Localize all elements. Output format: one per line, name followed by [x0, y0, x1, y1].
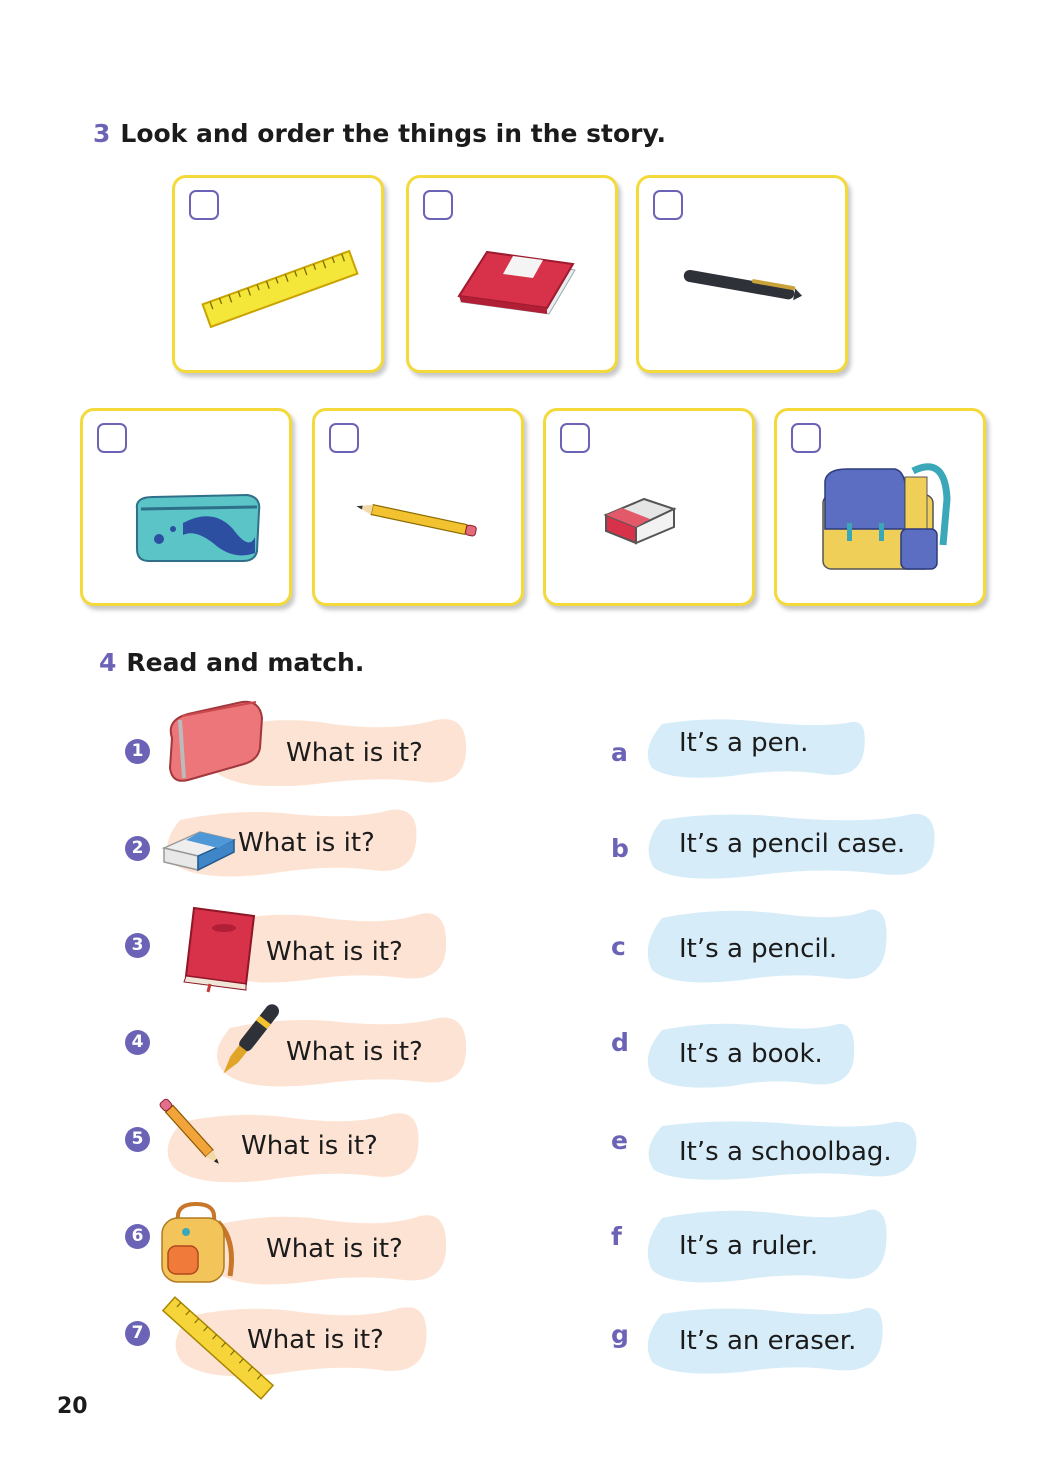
answer-letter-g: g — [611, 1320, 629, 1349]
answer-letter-c: c — [611, 932, 626, 961]
ruler-icon — [162, 1296, 274, 1400]
pencil-icon — [315, 411, 521, 603]
question-text-7: What is it? — [247, 1325, 384, 1355]
book-icon — [180, 904, 260, 994]
book-icon — [409, 178, 615, 370]
answer-letter-a: a — [611, 738, 628, 767]
answer-text-b: It’s a pencil case. — [679, 829, 906, 859]
question-text-6: What is it? — [266, 1234, 403, 1264]
pencil-case-icon — [83, 411, 289, 603]
question-text-1: What is it? — [286, 738, 423, 768]
answer-text-g: It’s an eraser. — [679, 1326, 857, 1356]
exercise-3-heading — [93, 119, 666, 148]
answer-text-d: It’s a book. — [679, 1039, 823, 1069]
question-number-4: 4 — [125, 1030, 150, 1055]
pen-icon — [639, 178, 845, 370]
answer-text-e: It’s a schoolbag. — [679, 1137, 892, 1167]
question-number-2: 2 — [125, 836, 150, 861]
order-card-pen — [636, 175, 848, 373]
exercise-4-number: 4 — [99, 648, 117, 677]
question-text-3: What is it? — [266, 937, 403, 967]
order-card-book — [406, 175, 618, 373]
question-text-2: What is it? — [238, 828, 375, 858]
answer-letter-b: b — [611, 834, 629, 863]
order-card-pencil-case — [80, 408, 292, 606]
answer-text-f: It’s a ruler. — [679, 1231, 819, 1261]
order-card-ruler — [172, 175, 384, 373]
answer-letter-f: f — [611, 1222, 622, 1251]
answer-letter-e: e — [611, 1126, 628, 1155]
eraser-icon — [546, 411, 752, 603]
question-text-4: What is it? — [286, 1037, 423, 1067]
question-number-7: 7 — [125, 1321, 150, 1346]
question-number-5: 5 — [125, 1127, 150, 1152]
question-number-6: 6 — [125, 1224, 150, 1249]
order-card-eraser — [543, 408, 755, 606]
question-number-3: 3 — [125, 933, 150, 958]
order-card-pencil — [312, 408, 524, 606]
answer-text-c: It’s a pencil. — [679, 934, 838, 964]
exercise-4-instruction: Read and match. — [126, 648, 365, 677]
pen-icon — [204, 998, 292, 1086]
answer-letter-d: d — [611, 1028, 629, 1057]
schoolbag-icon — [156, 1200, 240, 1286]
answer-text-a: It’s a pen. — [679, 728, 809, 758]
pencil-icon — [154, 1096, 230, 1172]
question-text-5: What is it? — [241, 1131, 378, 1161]
pencil-case-icon — [160, 698, 266, 788]
exercise-3-number: 3 — [93, 119, 111, 148]
page-number: 20 — [57, 1394, 88, 1419]
exercise-3-instruction: Look and order the things in the story. — [120, 119, 666, 148]
order-card-schoolbag — [774, 408, 986, 606]
exercise-4-heading — [99, 648, 364, 677]
eraser-icon — [160, 822, 238, 874]
schoolbag-icon — [777, 411, 983, 603]
ruler-icon — [175, 178, 381, 370]
question-number-1: 1 — [125, 739, 150, 764]
